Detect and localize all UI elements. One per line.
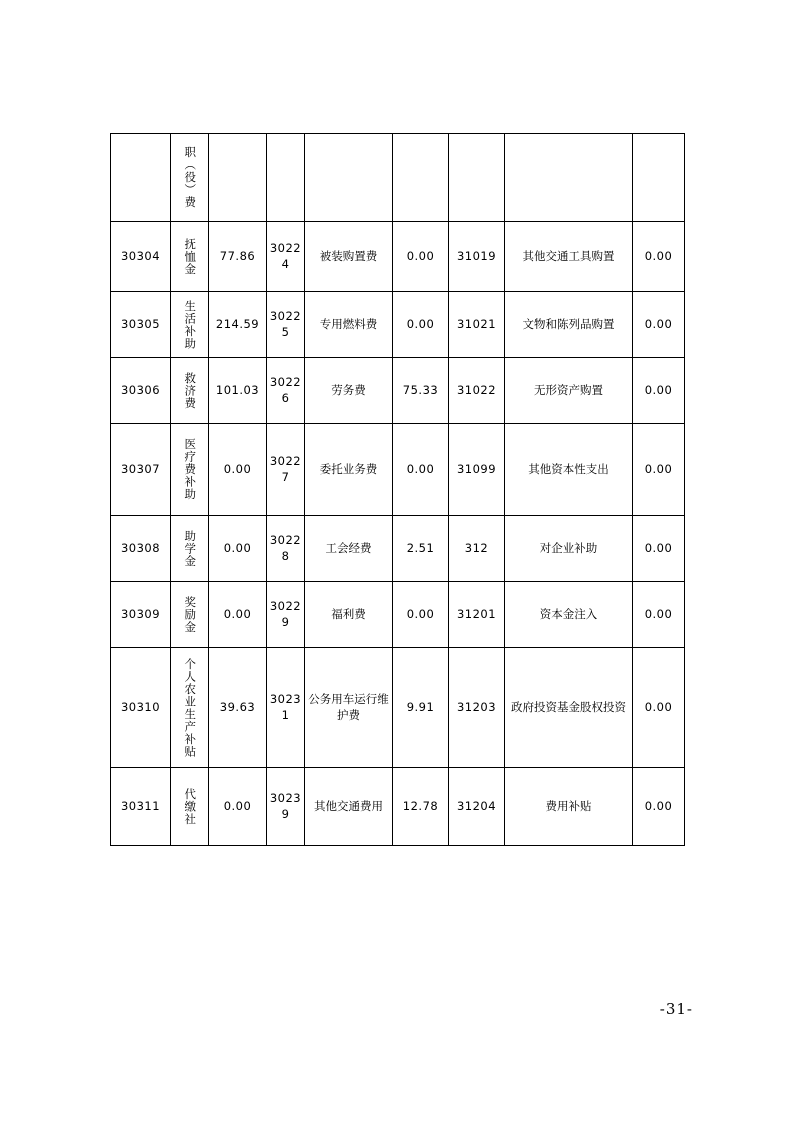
cell-name-2: 被装购置费 <box>305 222 393 292</box>
cell-name-1: 医疗费补助 <box>171 424 209 516</box>
cell-name-3: 文物和陈列品购置 <box>505 292 633 358</box>
cell-code-3: 31099 <box>449 424 505 516</box>
cell-name-2: 工会经费 <box>305 516 393 582</box>
table-row <box>111 516 685 582</box>
cell-name-1: 助学金 <box>171 516 209 582</box>
cell-name-3: 政府投资基金股权投资 <box>505 648 633 768</box>
cell-value-1: 77.86 <box>209 222 267 292</box>
cell-value-3: 0.00 <box>633 358 685 424</box>
cell-code-2: 30228 <box>267 516 305 582</box>
cell-code-1: 30306 <box>111 358 171 424</box>
cell-name-1: 代缴社 <box>171 768 209 846</box>
cell-value-3: 0.00 <box>633 516 685 582</box>
cell-code-2: 30239 <box>267 768 305 846</box>
cell-code-1: 30308 <box>111 516 171 582</box>
cell-value-3 <box>633 134 685 222</box>
cell-code-2: 30224 <box>267 222 305 292</box>
cell-code-3: 31204 <box>449 768 505 846</box>
cell-name-3: 费用补贴 <box>505 768 633 846</box>
page-number: -31- <box>659 1000 693 1018</box>
cell-code-1: 30304 <box>111 222 171 292</box>
cell-value-3: 0.00 <box>633 768 685 846</box>
cell-code-3: 31203 <box>449 648 505 768</box>
cell-code-3: 31021 <box>449 292 505 358</box>
cell-value-2: 0.00 <box>393 582 449 648</box>
cell-code-2: 30227 <box>267 424 305 516</box>
cell-name-2: 公务用车运行维护费 <box>305 648 393 768</box>
table-row <box>111 292 685 358</box>
cell-value-1 <box>209 134 267 222</box>
cell-code-3: 31201 <box>449 582 505 648</box>
cell-name-1: 救济费 <box>171 358 209 424</box>
cell-value-1: 0.00 <box>209 516 267 582</box>
table-row <box>111 424 685 516</box>
cell-value-3: 0.00 <box>633 648 685 768</box>
cell-name-3: 其他交通工具购置 <box>505 222 633 292</box>
cell-code-1: 30311 <box>111 768 171 846</box>
cell-value-2: 0.00 <box>393 292 449 358</box>
cell-value-3: 0.00 <box>633 292 685 358</box>
table-row <box>111 222 685 292</box>
cell-name-3: 其他资本性支出 <box>505 424 633 516</box>
cell-code-1: 30307 <box>111 424 171 516</box>
cell-name-3: 对企业补助 <box>505 516 633 582</box>
cell-value-2: 0.00 <box>393 424 449 516</box>
cell-name-1: 职（役）费 <box>171 134 209 222</box>
budget-expenditure-table <box>110 133 685 846</box>
cell-value-1: 0.00 <box>209 768 267 846</box>
table-row <box>111 582 685 648</box>
cell-code-3: 31019 <box>449 222 505 292</box>
cell-value-2: 9.91 <box>393 648 449 768</box>
table-row <box>111 134 685 222</box>
cell-value-1: 214.59 <box>209 292 267 358</box>
table-row <box>111 768 685 846</box>
cell-value-3: 0.00 <box>633 424 685 516</box>
cell-value-2: 0.00 <box>393 222 449 292</box>
cell-name-2: 委托业务费 <box>305 424 393 516</box>
cell-code-3: 31022 <box>449 358 505 424</box>
cell-name-2: 其他交通费用 <box>305 768 393 846</box>
cell-name-1: 抚恤金 <box>171 222 209 292</box>
cell-code-1: 30310 <box>111 648 171 768</box>
cell-code-3: 312 <box>449 516 505 582</box>
cell-name-3 <box>505 134 633 222</box>
table-row <box>111 358 685 424</box>
cell-name-2: 福利费 <box>305 582 393 648</box>
cell-name-1: 生活补助 <box>171 292 209 358</box>
cell-value-1: 0.00 <box>209 424 267 516</box>
cell-name-2: 专用燃料费 <box>305 292 393 358</box>
cell-value-1: 39.63 <box>209 648 267 768</box>
table-row <box>111 648 685 768</box>
cell-name-3: 资本金注入 <box>505 582 633 648</box>
cell-name-1: 奖励金 <box>171 582 209 648</box>
cell-name-2 <box>305 134 393 222</box>
cell-value-1: 101.03 <box>209 358 267 424</box>
cell-code-1: 30309 <box>111 582 171 648</box>
cell-code-2: 30229 <box>267 582 305 648</box>
cell-code-2: 30231 <box>267 648 305 768</box>
cell-value-2: 2.51 <box>393 516 449 582</box>
cell-value-2 <box>393 134 449 222</box>
cell-value-1: 0.00 <box>209 582 267 648</box>
cell-code-2: 30226 <box>267 358 305 424</box>
cell-value-3: 0.00 <box>633 222 685 292</box>
cell-name-3: 无形资产购置 <box>505 358 633 424</box>
cell-name-1: 个人农业生产补贴 <box>171 648 209 768</box>
cell-code-2: 30225 <box>267 292 305 358</box>
cell-value-3: 0.00 <box>633 582 685 648</box>
cell-name-2: 劳务费 <box>305 358 393 424</box>
cell-code-1 <box>111 134 171 222</box>
cell-value-2: 12.78 <box>393 768 449 846</box>
cell-value-2: 75.33 <box>393 358 449 424</box>
cell-code-2 <box>267 134 305 222</box>
cell-code-3 <box>449 134 505 222</box>
cell-code-1: 30305 <box>111 292 171 358</box>
